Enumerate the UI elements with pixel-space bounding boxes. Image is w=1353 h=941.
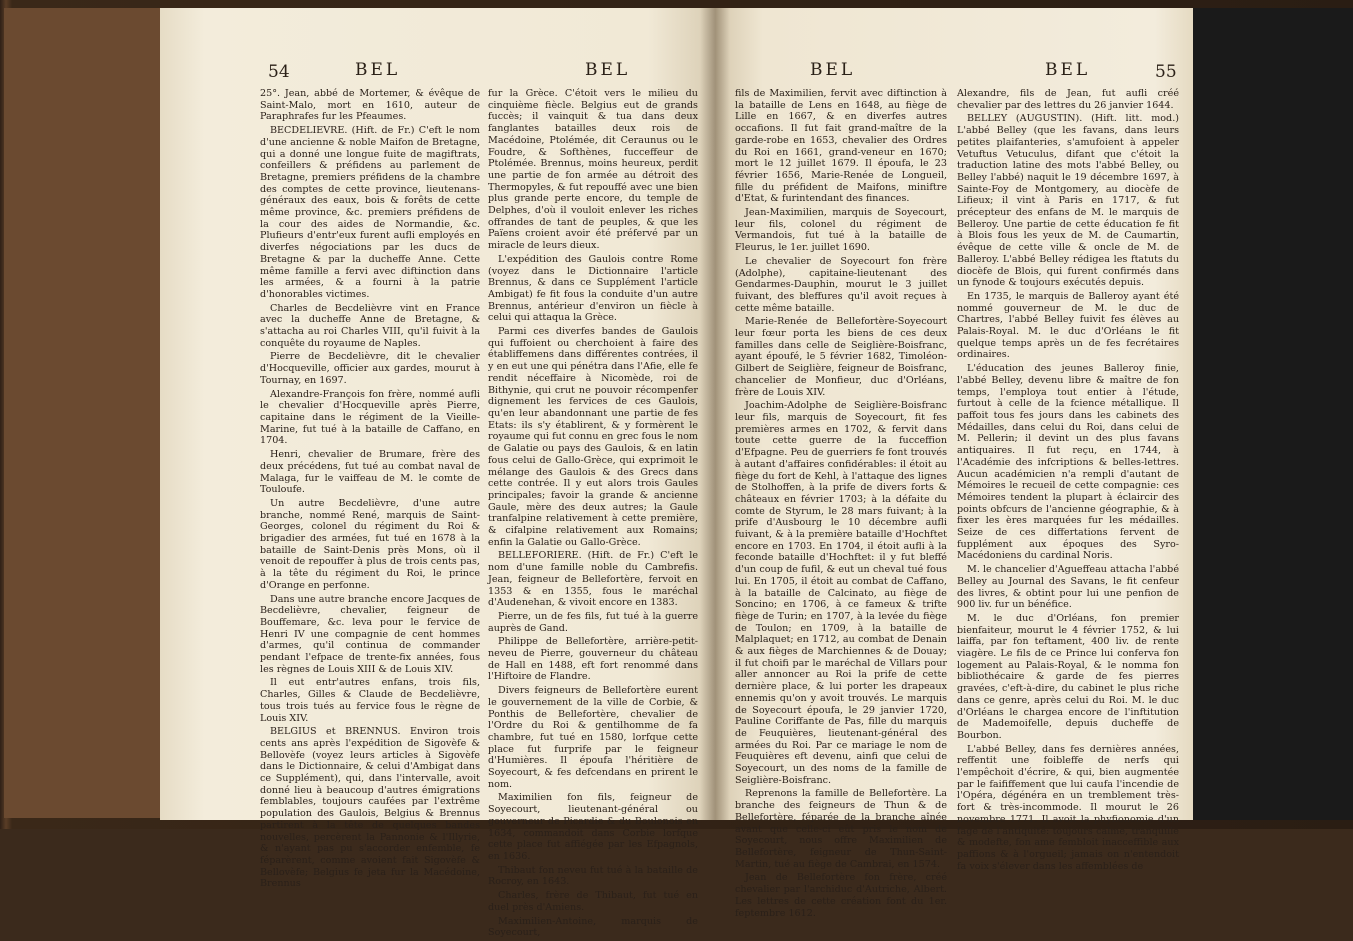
paragraph: Alexandre-François fon frère, nommé aufli le chevalier d'Hocqueville après Pierre, capitaine dans le régiment de la Vieille-Marine, fut tué à la bataille de Caffano, en 1704.: [260, 388, 480, 447]
paragraph: Le chevalier de Soyecourt fon frère (Adolphe), capitaine-lieutenant des Gendarmes-Dauphin, mourut le 3 juillet fuivant, des bleffures qu'il avoit reçues à cette même bataille.: [735, 255, 947, 314]
paragraph: Il eut entr'autres enfans, trois fils, Charles, Gilles & Claude de Becdelièvre, tous trois tués au fervice fous le règne de Louis XIV.: [260, 677, 480, 724]
paragraph: M. le duc d'Orléans, fon premier bienfaiteur, mourut le 4 février 1752, & lui laiffa, par fon teftament, 400 liv. de rente viagère. Le fils de ce Prince lui conferva fon logement au Palais-Royal, & le nomma fon bibliothécaire & garde de fes pierres gravées, c'eft-à-dire, du cabinet le plus riche dans ce genre, après celui du Roi. M. le duc d'Orléans le chargea encore de l'inftitution de Mademoifelle, depuis ducheffe de Bourbon.: [957, 612, 1179, 741]
right-column-2: [957, 88, 1179, 874]
paragraph: Pierre, un de fes fils, fut tué à la guerre auprès de Gand.: [488, 610, 698, 634]
paragraph: Henri, chevalier de Brumare, frère des deux précédens, fut tué au combat naval de Malaga, fur le vaiffeau de M. le comte de Touloufe.: [260, 449, 480, 496]
right-page: [715, 8, 1193, 919]
paragraph: fils de Maximilien, fervit avec diftinction à la bataille de Lens en 1648, au fiège de Lille en 1667, & en diverfes autres occafions. Il fut fait grand-maître de la garde-robe en 1653, chevalier des Ordres du Roi en 1661, grand-veneur en 1670; mort le 12 juillet 1679. Il époufa, le 23 février 1656, Marie-Renée de Longueil, fille du préfident de Maifons, miniftre d'Etat, & furintendant des finances.: [735, 88, 947, 205]
paragraph: fur la Grèce. C'étoit vers le milieu du cinquième fiècle. Belgius eut de grands fuccès; il vainquit & tua dans deux fanglantes batailles deux rois de Macédoine, Ptolémée, dit Ceraunus ou le Foudre, & Softhènes, fucceffeur de Ptolémée. Brennus, moins heureux, perdit une partie de fon armée au détroit des Thermopyles, & fut repouffé avec une bien plus grande perte encore, du temple de Delphes, d'où il vouloit enlever les riches offrandes de tant de peuples, & que les Païens croient avoir été préfervé par un miracle de leurs dieux.: [488, 88, 698, 252]
paragraph: Divers feigneurs de Bellefortère eurent le gouvernement de la ville de Corbie, & Ponthis de Bellefortère, chevalier de l'Ordre du Roi & gentilhomme de fa chambre, fut tué en 1580, lorfque cette place fut furprife par le feigneur d'Humières. Il époufa l'héritière de Soyecourt, & fes defcendans en prirent le nom.: [488, 685, 698, 790]
left-page: [160, 8, 715, 939]
right-column-1: [735, 88, 947, 921]
paragraph: BECDELIEVRE. (Hift. de Fr.) C'eft le nom d'une ancienne & noble Maifon de Bretagne, qui a donné une longue fuite de magiftrats, confeillers & préfidens au parlement de Bretagne, premiers préfidens de la chambre des comptes de cette province, lieutenans-généraux des eaux, bois & forêts de cette même province, &c. premiers préfidens de la cour des aides de Normandie, &c. Plufieurs d'entr'eux furent aufli employés en diverfes négociations par les ducs de Bretagne & par la ducheffe Anne. Cette même famille a fervi avec diftinction dans les armées, & a fourni à la patrie d'honorables victimes.: [260, 125, 480, 300]
paragraph: Dans une autre branche encore Jacques de Becdelièvre, chevalier, feigneur de Bouffemare, &c. leva pour le fervice de Henri IV une compagnie de cent hommes d'armes, qu'il continua de commander pendant l'efpace de trente-fix années, fous les règnes de Louis XIII & de Louis XIV.: [260, 593, 480, 675]
left-header-left: BEL: [355, 60, 401, 80]
paragraph: Jean-Maximilien, marquis de Soyecourt, leur fils, colonel du régiment de Vermandois, fut tué à la bataille de Fleurus, le 1er. juillet 1690.: [735, 207, 947, 254]
paragraph: En 1735, le marquis de Balleroy ayant été nommé gouverneur de M. le duc de Chartres, l'abbé Belley fuivit fes élèves au Palais-Royal. M. le duc d'Orléans le fit quelque temps après un de fes fecrétaires ordinaires.: [957, 290, 1179, 361]
left-cover-edge: [4, 8, 164, 818]
right-header-right: BEL: [1045, 60, 1091, 80]
paragraph: L'abbé Belley, dans fes dernières années, reffentit une foibleffe de nerfs qui l'empêchoit d'écrire, & qui, bien augmentée par le faififfement que lui caufa l'incendie de l'Opéra, dégénéra en un tremblement très-fort & très-incommode. Il mourut le 26 novembre 1771. Il avoit la phyfionomie d'un fage de l'antiquité: toujours calme, tranquille & modefte, fon ame fembloit inacceffible aux paffions & à l'orgueil; jamais on n'entendoit fa voix s'élever dans les affemblées de: [957, 743, 1179, 872]
paragraph: Charles, frère de Thibaut, fut tué en duel près d'Amiens.: [488, 890, 698, 913]
left-page-number: 54: [268, 62, 290, 82]
paragraph: Philippe de Bellefortère, arrière-petit-neveu de Pierre, gouverneur du château de Hall en 1488, eft fort renommé dans l'Hiftoire de Flandre.: [488, 636, 698, 683]
paragraph: Charles de Becdelièvre vint en France avec la ducheffe Anne de Bretagne, & s'attacha au roi Charles VIII, qu'il fuivit à la conquête du royaume de Naples.: [260, 302, 480, 349]
left-header-right: BEL: [585, 60, 631, 80]
right-page-number: 55: [1155, 62, 1177, 82]
paragraph: Pierre de Becdelièvre, dit le chevalier d'Hocqueville, officier aux gardes, mourut à Tournay, en 1697.: [260, 351, 480, 386]
right-background: [1193, 8, 1353, 820]
paragraph: BELGIUS et BRENNUS. Environ trois cents ans après l'expédition de Sigovèfe & Bellovèfe (voyez leurs articles à Sigovèfe dans le Dictionnaire, & celui d'Ambigat dans ce Supplément), qui, dans l'intervalle, avoit donné lieu à beaucoup d'autres émigrations femblables, toujours caufées par l'extrême population des Gaulois, Belgius & Brennus partirent à la tête de quelques bandes nouvelles, percèrent la Pannonie & l'Illyrie, & n'ayant pas pu s'accorder enfemble, fe féparèrent, comme avoient fait Sigovèfe & Bellovèfe; Belgius fe jeta fur la Macédoine, Brennus: [260, 726, 480, 890]
paragraph: Un autre Becdelièvre, d'une autre branche, nommé René, marquis de Saint-Georges, colonel du régiment du Roi & brigadier des armées, fut tué en 1678 à la bataille de Saint-Denis près Mons, où il venoit de repouffer à plus de trois cents pas, à la tête du régiment du Roi, le prince d'Orange en perfonne.: [260, 497, 480, 591]
paragraph: BELLEFORIERE. (Hift. de Fr.) C'eft le nom d'une famille noble du Cambrefis. Jean, feigneur de Bellefortère, fervoit en 1353 & en 1355, fous le maréchal d'Audenehan, & vivoit encore en 1383.: [488, 550, 698, 609]
paragraph: Alexandre, fils de Jean, fut aufli créé chevalier par des lettres du 26 janvier 1644.: [957, 88, 1179, 111]
paragraph: Reprenons la famille de Bellefortère. La branche des feigneurs de Thun & de Bellefortère, féparée de la branche aînée avant que celle-ci eût pris le nom de Soyecourt, nous offre Maximilien de Bellefortère, feigneur de Thun-Saint-Martin, tué au fiège de Cambrai, en 1574.: [735, 788, 947, 870]
paragraph: Parmi ces diverfes bandes de Gaulois qui fuffoient ou cherchoient à faire des établiffemens dans différentes contrées, il y en eut une qui pénétra dans l'Afie, elle fe rendit néceffaire à Nicomède, roi de Bithynie, qui crut ne pouvoir récompenfer dignement les fervices de ces Gaulois, qu'en leur abandonnant une partie de fes Etats: ils s'y établirent, & y formèrent le royaume qui fut connu en grec fous le nom de Galatie ou pays des Gaulois, & en latin fous celui de Gallo-Grèce, qui exprimoit le mélange des Gaulois & des Grecs dans cette contrée. Il y eut alors trois Gaules principales; favoir la grande & ancienne Gaule, mère des deux autres; la Gaule tranfalpine relativement à cette première, & cifalpine relativement aux Romains; enfin la Galatie ou Gallo-Grèce.: [488, 326, 698, 548]
paragraph: M. le chancelier d'Agueffeau attacha l'abbé Belley au Journal des Savans, le fit cenfeur des livres, & obtint pour lui une penfion de 900 liv. fur un bénéfice.: [957, 564, 1179, 611]
right-header-left: BEL: [810, 60, 856, 80]
paragraph: Thibaut fon neveu fut tué à la bataille de Rocroy, en 1643.: [488, 864, 698, 888]
paragraph: L'expédition des Gaulois contre Rome (voyez dans le Dictionnaire l'article Brennus, & dans ce Supplément l'article Ambigat) fe fit fous la conduite d'un autre Brennus, antérieur d'environ un fiècle à celui qui attaqua la Grèce.: [488, 253, 698, 324]
paragraph: Joachim-Adolphe de Seiglière-Boisfranc leur fils, marquis de Soyecourt, fit fes premières armes en 1702, & fervit dans toute cette guerre de la fucceffion d'Efpagne. Peu de guerriers fe font trouvés à autant d'affaires confidérables: il étoit au fiège du fort de Kehl, à l'attaque des lignes de Stolhoffen, à la prife de divers forts & châteaux en février 1703; à la défaite du comte de Styrum, le 28 mars fuivant; à la prife d'Ausbourg le 10 décembre aufli fuivant, & à la première bataille d'Hochftet encore en 1703. En 1704, il étoit aufli à la feconde bataille d'Hochftet: il y fut bleffé d'un coup de fufil, & eut un cheval tué fous lui. En 1705, il étoit au combat de Caffano, à la bataille de Calcinato, au fiège de Soncino; en 1706, à ce fameux & trifte fiège de Turin; en 1707, à la levée du fiège de Toulon; en 1709, à la bataille de Malplaquet; en 1712, au combat de Denain & aux fièges de Marchiennes & de Douay; il fut choifi par le maréchal de Villars pour aller annoncer au Roi la prife de cette dernière place, & lui porter les drapeaux ennemis qu'on y avoit trouvés. Le marquis de Soyecourt époufa, le 29 janvier 1720, Pauline Coriffante de Pas, fille du marquis de Feuquières, lieutenant-général des armées du Roi. Par ce mariage le nom de Feuquières eft devenu, ainfi que celui de Soyecourt, un des noms de la famille de Seiglière-Boisfranc.: [735, 400, 947, 786]
paragraph: L'éducation des jeunes Balleroy finie, l'abbé Belley, devenu libre & maître de fon temps, l'employa tout entier à l'étude, furtout à celle de la fcience métallique. Il paffoit tous fes jours dans les cabinets des Médailles, dans celui du Roi, dans celui de M. Pellerin; il devint un des plus favans antiquaires. Il fut reçu, en 1744, à l'Académie des infcriptions & belles-lettres. Aucun académicien n'a rempli d'autant de Mémoires le recueil de cette compagnie: ces Mémoires tendent la plupart à éclaircir des points obfcurs de l'ancienne géographie, & à fixer les ères marquées fur les médailles. Seize de ces differtations fervent de fupplément aux époques des Syro-Macédoniens du cardinal Noris.: [957, 363, 1179, 562]
paragraph: Maximilien-Antoine, marquis de Soyecourt,: [488, 915, 698, 939]
paragraph: BELLEY (AUGUSTIN). (Hift. litt. mod.) L'abbé Belley (que les favans, dans leurs petites plaifanteries, s'amufoient à appeler Vetuftus Vetuculus, difant que c'étoit la traduction latine des mots l'abbé Belley, ou Belley l'abbé) naquit le 19 décembre 1697, à Sainte-Foy de Montgomery, au diocèfe de Lifieux; il vint à Paris en 1717, & fut précepteur des enfans de M. le marquis de Belleroy. Une partie de cette éducation fe fit à Blois fous les yeux de M. de Caumartin, évêque de cette ville & oncle de M. de Balleroy. L'abbé Belley rédigea les ftatuts du diocèfe de Blois, qui furent confirmés dans un fynode & toujours exécutés depuis.: [957, 113, 1179, 289]
paragraph: Marie-Renée de Bellefortère-Soyecourt leur fœur porta les biens de ces deux familles dans celle de Seiglière-Boisfranc, ayant époufé, le 5 février 1682, Timoléon-Gilbert de Seiglière, feigneur de Boisfranc, chancelier de Monfieur, duc d'Orléans, frère de Louis XIV.: [735, 316, 947, 398]
paragraph: Maximilien fon fils, feigneur de Soyecourt, lieutenant-général ou gouverneur de Picardie & du Boulonois en 1634, commandoit dans Corbie lorfque cette place fut affiégée par les Efpagnols, en 1636.: [488, 792, 698, 862]
paragraph: 25°. Jean, abbé de Mortemer, & évêque de Saint-Malo, mort en 1610, auteur de Paraphrafes fur les Pfeaumes.: [260, 88, 480, 123]
paragraph: Jean de Bellefortère fon frère, créé chevalier par l'archiduc d'Autriche, Albert. Les lettres de cette création font du 1er. feptembre 1612.: [735, 872, 947, 919]
left-column-2: [488, 88, 698, 941]
left-column-1: [260, 88, 480, 892]
